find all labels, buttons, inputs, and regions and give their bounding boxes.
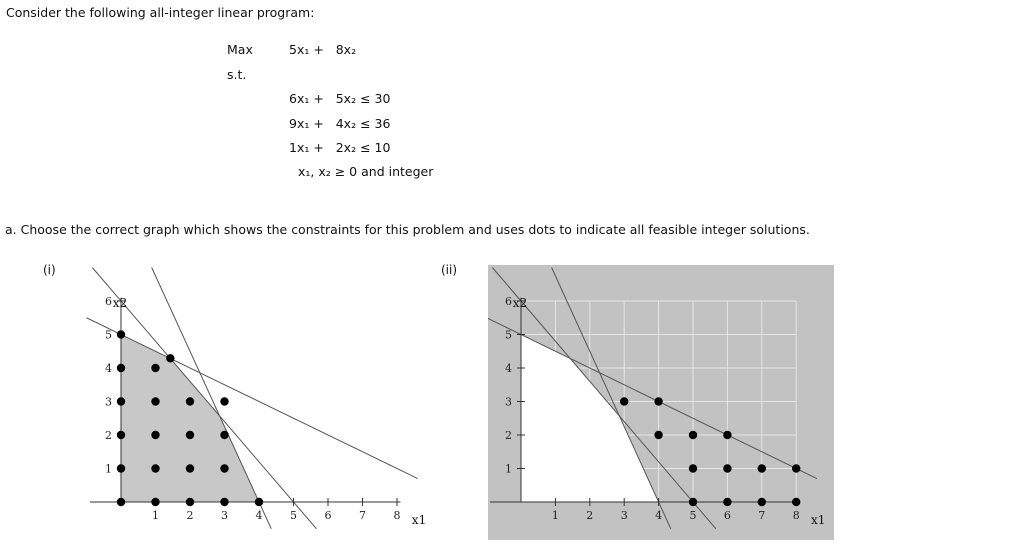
y-tick-label: 2: [505, 429, 512, 442]
y-tick-label: 3: [505, 395, 512, 409]
integer-point: [723, 498, 731, 506]
graph-i-label: (i): [43, 263, 56, 277]
integer-point: [620, 397, 628, 405]
objective-function: 5x₁ + 8x₂: [289, 42, 357, 57]
feasible-region: [121, 335, 259, 503]
y-tick-label: 5: [505, 328, 512, 342]
x-tick-label: 8: [792, 509, 800, 522]
integer-point: [255, 498, 263, 506]
x-tick-label: 2: [586, 509, 594, 522]
integer-point: [654, 397, 662, 405]
y-tick-label: 1: [105, 462, 112, 476]
x-axis-label: x1: [810, 513, 826, 527]
integer-point: [689, 464, 697, 472]
integer-point: [151, 397, 159, 405]
x-tick-label: 1: [551, 509, 559, 522]
integer-point: [186, 498, 194, 506]
integer-point: [186, 397, 194, 405]
integer-point: [220, 464, 228, 472]
graph-ii[interactable]: [488, 265, 834, 540]
y-axis-label: x2: [512, 296, 528, 310]
x-tick-label: 7: [359, 509, 366, 522]
integer-point: [117, 464, 125, 472]
integer-point: [117, 498, 125, 506]
x-tick-label: 6: [324, 509, 332, 522]
max-label: Max: [227, 42, 253, 57]
y-tick-label: 3: [105, 395, 112, 409]
x-tick-label: 4: [255, 509, 263, 522]
y-tick-label: 1: [505, 462, 512, 476]
integer-point: [151, 431, 159, 439]
y-tick-label: 5: [105, 328, 112, 342]
integer-point: [220, 431, 228, 439]
integer-point: [689, 498, 697, 506]
y-axis-label: x2: [112, 296, 128, 310]
integer-point: [117, 364, 125, 372]
integer-point: [220, 397, 228, 405]
x-tick-label: 7: [758, 509, 766, 522]
x-tick-label: 8: [393, 509, 401, 522]
constraint-1: 6x₁ + 5x₂ ≤ 30: [289, 91, 391, 106]
x-tick-label: 3: [620, 509, 628, 522]
x-tick-label: 5: [290, 509, 297, 522]
intro-text: Consider the following all-integer linear program:: [6, 5, 315, 20]
st-label: s.t.: [227, 67, 247, 82]
y-tick-label: 6: [505, 295, 512, 308]
x-tick-label: 6: [723, 509, 731, 522]
integer-point: [151, 498, 159, 506]
nonnegativity-constraint: x₁, x₂ ≥ 0 and integer: [298, 164, 434, 179]
graph-ii-label: (ii): [441, 263, 458, 277]
integer-point: [151, 464, 159, 472]
graph-i[interactable]: [60, 265, 440, 540]
integer-point: [220, 498, 228, 506]
integer-point: [758, 464, 766, 472]
x-tick-label: 1: [152, 509, 159, 522]
constraint-2: 9x₁ + 4x₂ ≤ 36: [289, 116, 391, 131]
integer-point: [792, 498, 800, 506]
integer-point: [151, 364, 159, 372]
constraint-3: 1x₁ + 2x₂ ≤ 10: [289, 140, 391, 155]
x-axis-label: x1: [411, 513, 427, 527]
integer-point: [117, 431, 125, 439]
integer-point: [117, 330, 125, 338]
integer-point: [186, 431, 194, 439]
question-a: a. Choose the correct graph which shows the constraints for this problem and uses dots to indicate all feasible integer solutions.: [5, 222, 810, 237]
integer-point: [689, 431, 697, 439]
y-tick-label: 6: [105, 295, 112, 308]
y-tick-label: 4: [105, 362, 112, 375]
integer-point: [654, 431, 662, 439]
integer-point: [166, 354, 174, 362]
integer-point: [117, 397, 125, 405]
integer-point: [758, 498, 766, 506]
y-tick-label: 4: [505, 362, 512, 375]
y-tick-label: 2: [105, 429, 112, 442]
x-tick-label: 3: [221, 509, 228, 522]
x-tick-label: 4: [655, 509, 663, 522]
integer-point: [186, 464, 194, 472]
integer-point: [792, 464, 800, 472]
integer-point: [723, 431, 731, 439]
x-tick-label: 2: [186, 509, 194, 522]
x-tick-label: 5: [689, 509, 697, 522]
integer-point: [723, 464, 731, 472]
